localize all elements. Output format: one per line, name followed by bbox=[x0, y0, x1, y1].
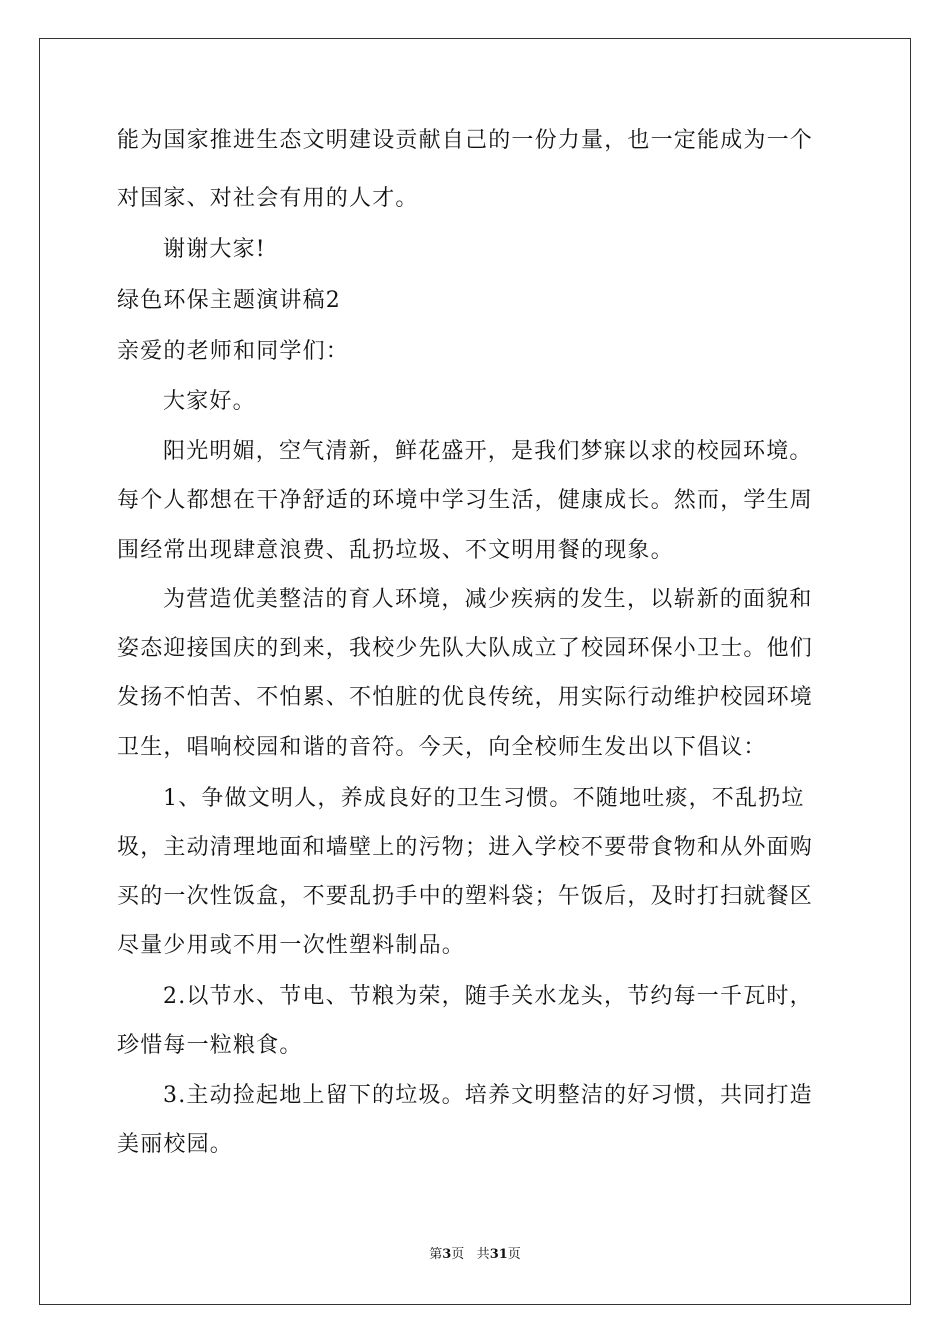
paragraph-line: 姿态迎接国庆的到来，我校少先队大队成立了校园环保小卫士。他们 bbox=[117, 636, 814, 661]
page-suffix: 页 bbox=[451, 1247, 465, 1262]
page-border bbox=[39, 38, 911, 1305]
section-title: 绿色环保主题演讲稿2 bbox=[117, 288, 341, 313]
page-footer bbox=[0, 1246, 950, 1264]
list-item-line: 3.主动捡起地上留下的垃圾。培养文明整洁的好习惯，共同打造 bbox=[163, 1083, 813, 1108]
paragraph-line: 卫生，唱响校园和谐的音符。今天，向全校师生发出以下倡议： bbox=[117, 735, 767, 760]
paragraph-line: 对国家、对社会有用的人才。 bbox=[117, 186, 419, 211]
total-prefix: 共 bbox=[476, 1247, 490, 1262]
paragraph-line: 每个人都想在干净舒适的环境中学习生活，健康成长。然而，学生周 bbox=[117, 488, 814, 513]
list-item-line: 买的一次性饭盒，不要乱扔手中的塑料袋；午饭后，及时打扫就餐区 bbox=[117, 884, 814, 909]
paragraph-line: 围经常出现肆意浪费、乱扔垃圾、不文明用餐的现象。 bbox=[117, 538, 674, 563]
closing-line: 谢谢大家! bbox=[163, 237, 266, 262]
list-item-line: 珍惜每一粒粮食。 bbox=[117, 1033, 303, 1058]
salutation: 亲爱的老师和同学们： bbox=[117, 339, 350, 364]
page-number: 3 bbox=[442, 1247, 452, 1262]
paragraph-line: 阳光明媚，空气清新，鲜花盛开，是我们梦寐以求的校园环境。 bbox=[163, 439, 813, 464]
list-item-line: 尽量少用或不用一次性塑料制品。 bbox=[117, 933, 466, 958]
paragraph-line: 为营造优美整洁的育人环境，减少疾病的发生，以崭新的面貌和 bbox=[163, 587, 813, 612]
list-item-line: 圾，主动清理地面和墙壁上的污物；进入学校不要带食物和从外面购 bbox=[117, 835, 814, 860]
page-prefix: 第 bbox=[429, 1247, 443, 1262]
paragraph-line: 能为国家推进生态文明建设贡献自己的一份力量，也一定能成为一个 bbox=[117, 128, 814, 153]
paragraph-line: 发扬不怕苦、不怕累、不怕脏的优良传统，用实际行动维护校园环境 bbox=[117, 685, 814, 710]
list-item-line: 美丽校园。 bbox=[117, 1132, 234, 1157]
greeting: 大家好。 bbox=[163, 389, 256, 414]
total-pages: 31 bbox=[489, 1247, 508, 1262]
total-suffix: 页 bbox=[507, 1247, 521, 1262]
list-item-line: 1、争做文明人，养成良好的卫生习惯。不随地吐痰，不乱扔垃 bbox=[163, 786, 805, 811]
list-item-line: 2.以节水、节电、节粮为荣，随手关水龙头，节约每一千瓦时， bbox=[163, 984, 813, 1009]
